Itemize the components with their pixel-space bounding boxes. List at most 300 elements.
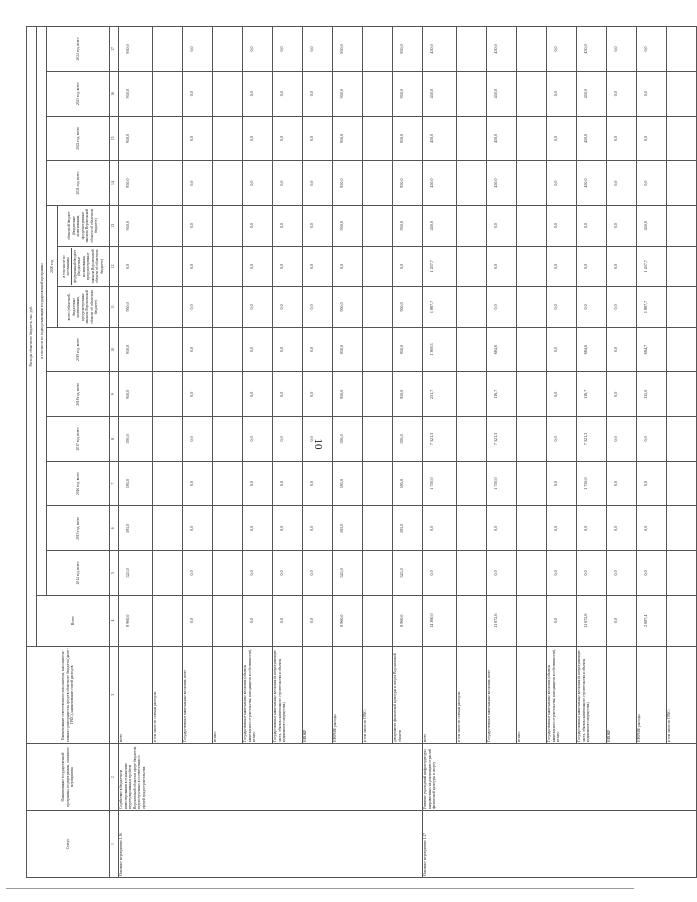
value-cell: [212, 246, 242, 287]
value-cell: 0,0: [302, 116, 332, 161]
value-cell: 0,0: [182, 116, 212, 161]
value-cell: 0,0: [332, 246, 362, 287]
value-cell: 0,0: [546, 595, 576, 646]
value-cell: 450,0: [576, 161, 606, 206]
row-executor: в том числе по статьям расходов:: [456, 646, 486, 743]
column-index-cell: 4: [109, 595, 118, 646]
header-y2020-fed: [57, 246, 109, 287]
value-cell: 0,0: [636, 27, 666, 72]
header-y2014: 2014 год, всего: [47, 551, 109, 596]
value-cell: 116,7: [576, 372, 606, 417]
value-cell: [666, 71, 696, 116]
value-cell: 0,0: [576, 205, 606, 246]
value-cell: [212, 506, 242, 551]
value-cell: [152, 595, 182, 646]
value-cell: [516, 461, 546, 506]
value-cell: 950,0: [118, 27, 152, 72]
value-cell: 8 960,0: [392, 595, 422, 646]
value-cell: [362, 506, 392, 551]
value-cell: [152, 27, 182, 72]
value-cell: [516, 595, 546, 646]
value-cell: 0,0: [302, 205, 332, 246]
row-executor: ПРОЧИЕ расходы: [636, 646, 666, 743]
value-cell: 0,0: [392, 246, 422, 287]
value-cell: [456, 71, 486, 116]
table-row: [118, 27, 152, 878]
value-cell: [666, 372, 696, 417]
row-executor: из них:: [212, 646, 242, 743]
column-index-cell: 16: [109, 71, 118, 116]
value-cell: [516, 551, 546, 596]
value-cell: 450,0: [422, 205, 456, 246]
value-cell: 7 321,3: [422, 417, 456, 462]
value-cell: 0,0: [636, 161, 666, 206]
value-cell: 525,0: [392, 551, 422, 596]
value-cell: [362, 116, 392, 161]
column-index-cell: 15: [109, 116, 118, 161]
value-cell: 7 321,3: [486, 417, 516, 462]
header-y2021: 2021 год, всего: [47, 161, 109, 206]
value-cell: 950,0: [332, 287, 362, 328]
header-y2018: 2018 год, всего: [47, 372, 109, 417]
value-cell: 0,0: [546, 327, 576, 372]
value-cell: 0,0: [606, 595, 636, 646]
value-cell: 1 887,7: [422, 287, 456, 328]
value-cell: 0,0: [242, 595, 272, 646]
value-cell: 7 321,3: [576, 417, 606, 462]
value-cell: 8 960,0: [118, 595, 152, 646]
value-cell: 950,0: [332, 27, 362, 72]
value-cell: 0,0: [242, 372, 272, 417]
column-index-cell: 12: [109, 246, 118, 287]
value-cell: 0,0: [182, 205, 212, 246]
value-cell: 0,0: [606, 551, 636, 596]
value-cell: 0,0: [302, 287, 332, 328]
value-cell: [152, 327, 182, 372]
value-cell: 0,0: [272, 116, 302, 161]
row-executor: Государственные капитальные вложения (объекты капитального строительства, находящиеся в собственности), из них:: [242, 646, 272, 743]
value-cell: 950,0: [332, 116, 362, 161]
value-cell: 0,0: [302, 551, 332, 596]
value-cell: [212, 327, 242, 372]
value-cell: 0,0: [182, 372, 212, 417]
value-cell: 0,0: [272, 71, 302, 116]
header-y2017: 2017 год, всего: [47, 417, 109, 462]
value-cell: 0,0: [272, 205, 302, 246]
value-cell: 0,0: [422, 506, 456, 551]
value-cell: [516, 205, 546, 246]
value-cell: 0,0: [302, 595, 332, 646]
value-cell: [212, 27, 242, 72]
value-cell: 0,0: [242, 551, 272, 596]
value-cell: [456, 205, 486, 246]
budget-sheet: [26, 26, 672, 878]
row-executor: Государственные капитальные вложения (в непрограммную часть, объекты капитального строительства и объекты недвижимого имущества): [576, 646, 606, 743]
value-cell: [456, 372, 486, 417]
table-row: [422, 27, 456, 878]
header-y2020-total: всего (областной, бюджетные ассигнования, предусмотренные законом Воронежской области об областном бюджете): [57, 287, 109, 328]
value-cell: 0,0: [302, 372, 332, 417]
header-y2020-fed-text: федеральный бюджет (бюджетные ассигнования, предусмотренные законом Воронежской области об областном бюджете): [72, 249, 104, 284]
value-cell: [456, 327, 486, 372]
value-cell: [456, 595, 486, 646]
value-cell: [516, 506, 546, 551]
value-cell: [212, 71, 242, 116]
value-cell: [666, 205, 696, 246]
value-cell: [516, 161, 546, 206]
value-cell: 0,0: [182, 327, 212, 372]
value-cell: 1 750,0: [576, 461, 606, 506]
value-cell: 0,0: [606, 327, 636, 372]
value-cell: 0,0: [546, 205, 576, 246]
column-index-cell: 17: [109, 27, 118, 72]
value-cell: 950,0: [118, 116, 152, 161]
value-cell: 950,0: [118, 287, 152, 328]
value-cell: [212, 116, 242, 161]
row-executor: всего: [118, 646, 152, 743]
value-cell: 1 750,0: [486, 461, 516, 506]
value-cell: [212, 417, 242, 462]
value-cell: 0,0: [242, 327, 272, 372]
header-y2023: 2023 год, всего: [47, 71, 109, 116]
column-index-cell: 9: [109, 372, 118, 417]
value-cell: 0,0: [118, 246, 152, 287]
value-cell: 0,0: [546, 551, 576, 596]
value-cell: 684,6: [576, 327, 606, 372]
value-cell: 950,0: [332, 372, 362, 417]
value-cell: 0,0: [182, 595, 212, 646]
value-cell: 0,0: [242, 417, 272, 462]
value-cell: [516, 27, 546, 72]
value-cell: [456, 287, 486, 328]
value-cell: 0,0: [606, 372, 636, 417]
value-cell: 0,0: [576, 551, 606, 596]
value-cell: 0,0: [272, 327, 302, 372]
value-cell: 115,0: [636, 372, 666, 417]
value-cell: 0,0: [636, 506, 666, 551]
value-cell: 450,0: [422, 116, 456, 161]
header-program-name: Наименование государственной программы, подпрограммы, основного мероприятия: [27, 744, 110, 811]
value-cell: [456, 246, 486, 287]
page-number: 10: [312, 438, 324, 450]
value-cell: 0,0: [302, 246, 332, 287]
value-cell: [666, 246, 696, 287]
value-cell: [152, 506, 182, 551]
value-cell: 0,0: [546, 71, 576, 116]
value-cell: 8 960,0: [332, 595, 362, 646]
row-executor: Государственные капитальные вложения, всего: [486, 646, 516, 743]
value-cell: 0,0: [546, 246, 576, 287]
row-status: Основное мероприятие 1.16: [118, 811, 422, 878]
value-cell: 950,0: [392, 372, 422, 417]
value-cell: [362, 595, 392, 646]
row-executor: в том числе по ГРБС:: [362, 646, 392, 743]
row-executor: департамент физической культуры и спорта Воронежской области: [392, 646, 422, 743]
value-cell: 0,0: [576, 287, 606, 328]
value-cell: 0,0: [272, 27, 302, 72]
value-cell: 0,0: [576, 246, 606, 287]
value-cell: 595,0: [332, 506, 362, 551]
value-cell: 0,0: [242, 461, 272, 506]
value-cell: [362, 27, 392, 72]
value-cell: 525,0: [332, 551, 362, 596]
value-cell: 0,0: [486, 246, 516, 287]
value-cell: [362, 71, 392, 116]
value-cell: 950,0: [118, 161, 152, 206]
value-cell: [666, 551, 696, 596]
value-cell: [362, 461, 392, 506]
value-cell: [666, 461, 696, 506]
value-cell: 0,0: [606, 205, 636, 246]
value-cell: 0,0: [636, 116, 666, 161]
row-status: Основное мероприятие 1.17: [422, 811, 696, 878]
header-y2015: 2015 год, всего: [47, 506, 109, 551]
value-cell: [362, 246, 392, 287]
value-cell: 0,0: [242, 246, 272, 287]
column-index-cell: 3: [109, 646, 118, 743]
value-cell: 1 887,7: [636, 287, 666, 328]
value-cell: 0,0: [636, 417, 666, 462]
row-executor: из них:: [516, 646, 546, 743]
value-cell: 231,7: [422, 372, 456, 417]
value-cell: 0,0: [242, 116, 272, 161]
column-index-cell: 2: [109, 744, 118, 811]
value-cell: [666, 161, 696, 206]
header-total: Всего: [37, 595, 109, 646]
value-cell: 950,0: [332, 71, 362, 116]
value-cell: [152, 551, 182, 596]
value-cell: [152, 461, 182, 506]
value-cell: 450,0: [576, 71, 606, 116]
value-cell: 950,0: [392, 27, 422, 72]
value-cell: 0,0: [242, 506, 272, 551]
value-cell: 595,0: [118, 461, 152, 506]
value-cell: 0,0: [546, 461, 576, 506]
value-cell: [152, 205, 182, 246]
value-cell: [362, 205, 392, 246]
header-status: Статус: [27, 811, 110, 878]
value-cell: 595,0: [118, 417, 152, 462]
header-y2016: 2016 год, всего: [47, 461, 109, 506]
value-cell: [516, 71, 546, 116]
value-cell: 0,0: [606, 246, 636, 287]
header-y2020: 2020 год: [47, 205, 57, 327]
value-cell: 0,0: [606, 461, 636, 506]
value-cell: 14 360,0: [422, 595, 456, 646]
value-cell: [516, 417, 546, 462]
value-cell: [666, 287, 696, 328]
value-cell: 450,0: [576, 27, 606, 72]
value-cell: 950,0: [392, 116, 422, 161]
column-index-cell: 6: [109, 506, 118, 551]
value-cell: 1 437,7: [636, 246, 666, 287]
value-cell: 0,0: [606, 287, 636, 328]
column-index-cell: 14: [109, 161, 118, 206]
value-cell: 450,0: [486, 71, 516, 116]
row-program-name: Содействие в бюджетном инвестировании в отношении неурегулированных проблем Воронежской области в сфере бюджетов, недополученных в соответствии со сферой градостроительства: [118, 744, 422, 811]
value-cell: [362, 551, 392, 596]
header-y2022: 2022 год, всего: [47, 116, 109, 161]
value-cell: [152, 161, 182, 206]
value-cell: 0,0: [486, 506, 516, 551]
value-cell: 11 672,6: [486, 595, 516, 646]
value-cell: [516, 287, 546, 328]
value-cell: 0,0: [302, 27, 332, 72]
value-cell: 950,0: [332, 327, 362, 372]
value-cell: 0,0: [272, 287, 302, 328]
value-cell: [666, 27, 696, 72]
value-cell: [456, 161, 486, 206]
header-expenses-title: Расходы областного бюджета, тыс. руб.: [27, 27, 37, 647]
budget-table: [26, 26, 697, 878]
value-cell: 950,0: [118, 327, 152, 372]
value-cell: [362, 417, 392, 462]
value-cell: [666, 327, 696, 372]
value-cell: 0,0: [182, 417, 212, 462]
value-cell: 0,0: [182, 506, 212, 551]
value-cell: 950,0: [392, 205, 422, 246]
value-cell: 595,0: [118, 506, 152, 551]
value-cell: [212, 205, 242, 246]
value-cell: 450,0: [422, 27, 456, 72]
value-cell: [212, 372, 242, 417]
value-cell: [362, 287, 392, 328]
value-cell: 0,0: [182, 27, 212, 72]
value-cell: 0,0: [546, 161, 576, 206]
value-cell: 0,0: [272, 551, 302, 596]
column-index-cell: 1: [109, 811, 118, 878]
value-cell: [152, 372, 182, 417]
value-cell: 595,0: [392, 506, 422, 551]
value-cell: 950,0: [118, 372, 152, 417]
value-cell: [516, 246, 546, 287]
value-cell: 0,0: [302, 417, 332, 462]
value-cell: 950,0: [392, 287, 422, 328]
value-cell: [362, 161, 392, 206]
value-cell: 0,0: [606, 506, 636, 551]
value-cell: 450,0: [576, 116, 606, 161]
header-executor: Наименование ответственного исполнителя, исполнителя - главного распорядителя средств областного бюджета (далее - ГРБС), наименование статей расходов: [27, 646, 110, 743]
column-index-cell: 5: [109, 551, 118, 596]
value-cell: 1 750,0: [422, 461, 456, 506]
value-cell: [456, 417, 486, 462]
value-cell: [456, 506, 486, 551]
value-cell: 0,0: [242, 71, 272, 116]
value-cell: 450,0: [636, 205, 666, 246]
value-cell: [212, 287, 242, 328]
value-cell: 950,0: [332, 205, 362, 246]
value-cell: 0,0: [606, 71, 636, 116]
row-executor: Государственные капитальные вложения (объекты капитального строительства, находящиеся в собственности), из них:: [546, 646, 576, 743]
value-cell: 0,0: [636, 551, 666, 596]
value-cell: 0,0: [272, 372, 302, 417]
column-index-row: [109, 27, 118, 878]
value-cell: 950,0: [392, 71, 422, 116]
value-cell: 450,0: [486, 161, 516, 206]
column-index-cell: 11: [109, 287, 118, 328]
value-cell: 0,0: [606, 116, 636, 161]
value-cell: 116,7: [486, 372, 516, 417]
value-cell: 0,0: [182, 161, 212, 206]
value-cell: 0,0: [546, 116, 576, 161]
value-cell: 684,7: [636, 327, 666, 372]
value-cell: 0,0: [576, 506, 606, 551]
value-cell: 0,0: [302, 161, 332, 206]
value-cell: 595,0: [332, 461, 362, 506]
value-cell: 0,0: [606, 417, 636, 462]
value-cell: [152, 116, 182, 161]
value-cell: [212, 461, 242, 506]
header-y2020-obl: областной бюджет (бюджетные ассигнования, предусмотренные законом Воронежской области об областном бюджете): [57, 205, 109, 246]
value-cell: 0,0: [302, 506, 332, 551]
value-cell: [516, 372, 546, 417]
value-cell: 0,0: [272, 595, 302, 646]
column-index-cell: 10: [109, 327, 118, 372]
value-cell: 0,0: [636, 71, 666, 116]
value-cell: [212, 161, 242, 206]
row-executor: всего: [422, 646, 456, 743]
value-cell: 0,0: [242, 205, 272, 246]
value-cell: 950,0: [392, 327, 422, 372]
row-executor: ПРОЧИЕ расходы: [332, 646, 362, 743]
value-cell: 0,0: [486, 551, 516, 596]
value-cell: 0,0: [272, 461, 302, 506]
value-cell: 0,0: [182, 287, 212, 328]
value-cell: 525,0: [118, 551, 152, 596]
value-cell: 0,0: [182, 71, 212, 116]
row-program-name: Развитие учреждений инфраструктуры направленных на реализацию отраслей физической культуры и спорту: [422, 744, 696, 811]
value-cell: 0,0: [546, 506, 576, 551]
row-executor: НИОКР: [606, 646, 636, 743]
value-cell: 0,0: [182, 461, 212, 506]
value-cell: 0,0: [546, 372, 576, 417]
value-cell: 0,0: [242, 287, 272, 328]
column-index-cell: 8: [109, 417, 118, 462]
value-cell: 0,0: [606, 27, 636, 72]
row-executor: в том числе по статьям расходов:: [152, 646, 182, 743]
value-cell: 0,0: [546, 27, 576, 72]
value-cell: [456, 116, 486, 161]
value-cell: [666, 506, 696, 551]
value-cell: 0,0: [302, 327, 332, 372]
header-y2024: 2024 год, всего: [47, 27, 109, 72]
value-cell: [212, 595, 242, 646]
value-cell: 0,0: [242, 161, 272, 206]
value-cell: 450,0: [422, 71, 456, 116]
value-cell: 0,0: [302, 461, 332, 506]
value-cell: [456, 461, 486, 506]
value-cell: 595,0: [332, 417, 362, 462]
value-cell: 0,0: [272, 417, 302, 462]
value-cell: 950,0: [332, 161, 362, 206]
row-executor: в том числе по ГРБС:: [666, 646, 696, 743]
value-cell: [666, 595, 696, 646]
row-executor: Государственные капитальные вложения, всего: [182, 646, 212, 743]
row-executor: НИОКР: [302, 646, 332, 743]
value-cell: 0,0: [272, 246, 302, 287]
value-cell: [666, 417, 696, 462]
value-cell: 11 672,6: [576, 595, 606, 646]
value-cell: 1 369,3: [422, 327, 456, 372]
value-cell: 0,0: [606, 161, 636, 206]
value-cell: 0,0: [486, 205, 516, 246]
value-cell: 450,0: [422, 161, 456, 206]
value-cell: [516, 327, 546, 372]
value-cell: 595,0: [392, 417, 422, 462]
value-cell: 1 437,7: [422, 246, 456, 287]
header-incl-title: в том числе по годам реализации государственной программы: [37, 27, 47, 596]
value-cell: 2 687,4: [636, 595, 666, 646]
